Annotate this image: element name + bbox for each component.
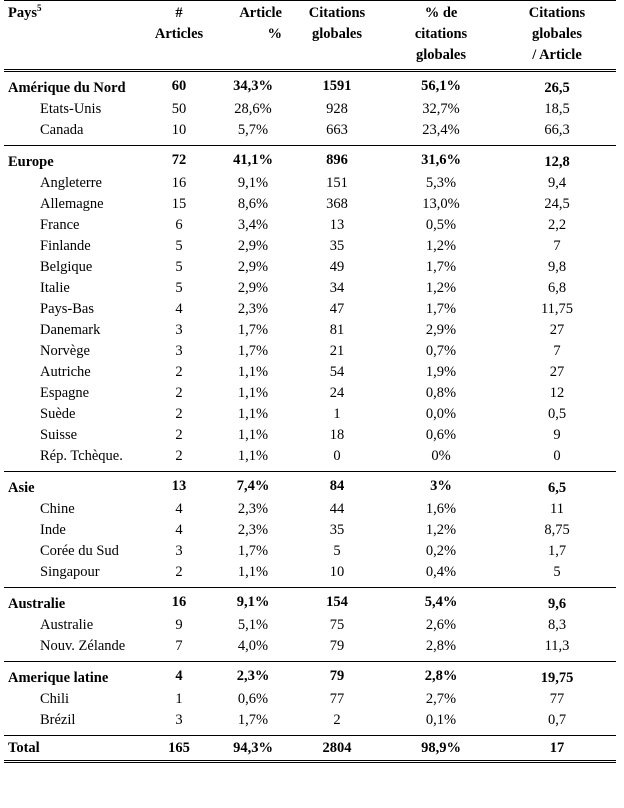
country-articles-cell: 2	[175, 406, 183, 422]
table-row	[4, 425, 616, 446]
region-article-pct-cell: 34,3%	[233, 78, 273, 94]
table-row	[4, 341, 616, 362]
region-per-article-cell: 19,75	[498, 662, 616, 690]
header-country: Pays$^5$	[4, 1, 142, 71]
header-citations-per-article: Citations globales / Article	[498, 1, 616, 71]
country-per-article-cell: 0,5	[547, 406, 567, 422]
country-name: Italie	[40, 280, 70, 296]
country-name: Autriche	[40, 364, 91, 380]
country-citations-cell: 21	[329, 343, 345, 359]
total-articles-cell: 165	[142, 736, 216, 762]
country-articles-cell: 3	[175, 543, 183, 559]
country-citations-pct-cell: 1,7%	[425, 259, 457, 275]
region-per-article-cell: 12,8	[498, 146, 616, 174]
table-row	[4, 520, 616, 541]
region-name: Australie	[4, 588, 142, 616]
country-per-article-cell: 24,5	[544, 196, 570, 212]
region-name: Amérique du Nord	[8, 80, 126, 96]
table-row	[4, 689, 616, 710]
country-citations-cell: 10	[329, 564, 345, 580]
region-row	[4, 588, 616, 616]
country-name: Singapour	[40, 564, 100, 580]
country-per-article-cell: 12	[549, 385, 565, 401]
country-citations-pct-cell: 2,7%	[425, 691, 457, 707]
country-citations-cell: 663	[326, 122, 348, 138]
country-article-pct-cell: 28,6%	[234, 101, 272, 117]
country-name: Finlande	[40, 238, 91, 254]
country-citations-cell: 47	[329, 301, 345, 317]
country-per-article-cell: 11,75	[540, 301, 574, 317]
country-citations-pct-cell: 0%	[431, 448, 451, 464]
region-citations-cell: 896	[290, 146, 384, 174]
table-row	[4, 173, 616, 194]
country-name: Chine	[40, 501, 75, 517]
table-row	[4, 236, 616, 257]
country-name: Corée du Sud	[40, 543, 119, 559]
country-articles-cell: 2	[175, 385, 183, 401]
country-article-pct-cell: 1,7%	[237, 712, 269, 728]
table-row	[4, 320, 616, 341]
country-citations-cell: 81	[329, 322, 345, 338]
country-articles-cell: 2	[175, 364, 183, 380]
country-per-article-cell: 11	[550, 501, 564, 517]
country-citations-pct-cell: 23,4%	[422, 122, 460, 138]
table-row	[4, 446, 616, 472]
country-name: Chili	[40, 691, 70, 707]
country-per-article-cell: 66,3	[544, 122, 570, 138]
country-citations-cell: 928	[326, 101, 348, 117]
country-citations-cell: 75	[329, 617, 345, 633]
country-name: Inde	[40, 522, 66, 538]
country-articles-cell: 7	[175, 638, 183, 654]
country-per-article-cell: 9	[553, 427, 561, 443]
region-citations-pct-cell: 3%	[384, 472, 498, 500]
country-article-pct-cell: 1,7%	[237, 343, 269, 359]
country-article-pct-cell: 1,1%	[237, 564, 269, 580]
country-per-article-cell: 27	[549, 322, 565, 338]
header-citations-pct: % de citations globales	[384, 1, 498, 71]
table-row	[4, 194, 616, 215]
region-per-article-cell: 26,5	[544, 80, 570, 96]
country-citations-pct-cell: 0,2%	[425, 543, 457, 559]
country-per-article-cell: 77	[549, 691, 565, 707]
table-row	[4, 404, 616, 425]
country-citations-cell: 1	[333, 406, 341, 422]
header-articles: # Articles	[142, 1, 216, 71]
country-citations-pct-cell: 0,8%	[425, 385, 457, 401]
country-name: Suède	[40, 406, 76, 422]
country-per-article-cell: 9,4	[547, 175, 567, 191]
country-citations-pct-cell: 2,8%	[425, 638, 457, 654]
country-per-article-cell: 0,7	[547, 712, 567, 728]
country-articles-cell: 2	[175, 427, 183, 443]
country-citations-cell: 13	[329, 217, 345, 233]
table-row	[4, 562, 616, 588]
country-citations-cell: 79	[329, 638, 345, 654]
country-citations-cell: 2	[333, 712, 341, 728]
country-name: Danemark	[40, 322, 101, 338]
region-citations-pct-cell: 5,4%	[384, 588, 498, 616]
country-citations-cell: 49	[329, 259, 345, 275]
total-row	[4, 736, 616, 762]
region-articles-cell: 4	[142, 662, 216, 690]
region-per-article-cell: 9,6	[498, 588, 616, 616]
country-citations-cell: 35	[329, 238, 345, 254]
country-name: Suisse	[40, 427, 78, 443]
country-per-article-cell: 18,5	[544, 101, 570, 117]
country-article-pct-cell: 1,1%	[237, 448, 269, 464]
total-citations-cell: 2804	[290, 736, 384, 762]
country-articles-cell: 15	[171, 196, 187, 212]
country-per-article-cell: 1,7	[547, 543, 567, 559]
region-name: Europe	[4, 146, 142, 174]
country-articles-cell: 2	[175, 448, 183, 464]
country-article-pct-cell: 1,1%	[237, 406, 269, 422]
country-name: France	[40, 217, 80, 233]
table-row	[4, 99, 616, 120]
country-citations-pct-cell: 1,6%	[425, 501, 457, 517]
region-name: Amerique latine	[4, 662, 142, 690]
header-article-pct: Article %	[216, 1, 290, 71]
country-citations-pct-cell: 0,6%	[425, 427, 457, 443]
country-article-pct-cell: 1,7%	[237, 543, 269, 559]
region-row	[4, 472, 616, 500]
country-articles-cell: 5	[175, 259, 183, 275]
country-articles-cell: 9	[175, 617, 183, 633]
country-article-pct-cell: 1,7%	[237, 322, 269, 338]
country-article-pct-cell: 9,1%	[237, 175, 269, 191]
table-row	[4, 636, 616, 662]
country-articles-cell: 4	[175, 522, 183, 538]
country-citations-pct-cell: 5,3%	[425, 175, 457, 191]
table-row	[4, 362, 616, 383]
table-row	[4, 710, 616, 736]
country-citations-cell: 18	[329, 427, 345, 443]
table-row	[4, 383, 616, 404]
country-name: Australie	[40, 617, 94, 633]
country-article-pct-cell: 1,1%	[237, 364, 269, 380]
country-name: Belgique	[40, 259, 93, 275]
region-name: Asie	[4, 472, 142, 500]
region-citations-pct-cell: 2,8%	[384, 662, 498, 690]
country-per-article-cell: 11,3	[544, 638, 570, 654]
region-articles-cell: 13	[142, 472, 216, 500]
country-citations-cell: 34	[329, 280, 345, 296]
region-article-pct-cell: 2,3%	[216, 662, 290, 690]
country-articles-cell: 50	[171, 101, 187, 117]
country-name: Pays-Bas	[40, 301, 94, 317]
country-name: Nouv. Zélande	[40, 638, 126, 654]
country-article-pct-cell: 2,3%	[237, 522, 269, 538]
country-articles-cell: 3	[175, 343, 183, 359]
header-citations: Citations globales	[290, 1, 384, 71]
country-name: Espagne	[40, 385, 90, 401]
country-citations-cell: 24	[329, 385, 345, 401]
country-article-pct-cell: 4,0%	[237, 638, 269, 654]
table-body	[4, 71, 616, 762]
country-article-pct-cell: 2,3%	[237, 301, 269, 317]
country-per-article-cell: 2,2	[547, 217, 567, 233]
footnote-marker: 5	[37, 3, 42, 14]
country-articles-cell: 4	[175, 301, 183, 317]
country-citations-pct-cell: 0,7%	[425, 343, 457, 359]
table-row	[4, 299, 616, 320]
country-articles-cell: 1	[175, 691, 183, 707]
country-citations-pct-cell: 32,7%	[422, 101, 460, 117]
country-article-pct-cell: 1,1%	[237, 385, 269, 401]
total-article-pct-cell: 94,3%	[216, 736, 290, 762]
region-citations-cell: 154	[290, 588, 384, 616]
country-name: Angleterre	[40, 175, 102, 191]
country-per-article-cell: 7	[553, 343, 561, 359]
country-citations-pct-cell: 0,5%	[425, 217, 457, 233]
country-articles-cell: 10	[171, 122, 187, 138]
country-articles-cell: 3	[175, 712, 183, 728]
region-citations-pct-cell: 31,6%	[384, 146, 498, 174]
region-row	[4, 146, 616, 174]
table-row	[4, 541, 616, 562]
citations-by-country-table	[4, 0, 616, 763]
country-per-article-cell: 7	[553, 238, 561, 254]
country-articles-cell: 5	[175, 238, 183, 254]
country-articles-cell: 4	[175, 501, 183, 517]
country-articles-cell: 6	[175, 217, 183, 233]
table-row	[4, 615, 616, 636]
country-article-pct-cell: 2,9%	[237, 280, 269, 296]
country-citations-cell: 0	[333, 448, 341, 464]
country-per-article-cell: 6,8	[547, 280, 567, 296]
region-per-article-cell: 6,5	[498, 472, 616, 500]
country-article-pct-cell: 2,9%	[237, 259, 269, 275]
country-articles-cell: 3	[175, 322, 183, 338]
region-citations-cell: 79	[290, 662, 384, 690]
country-citations-cell: 77	[329, 691, 345, 707]
country-per-article-cell: 27	[549, 364, 565, 380]
table-row	[4, 120, 616, 146]
region-citations-pct-cell: 56,1%	[421, 78, 461, 94]
region-article-pct-cell: 9,1%	[216, 588, 290, 616]
region-row	[4, 71, 616, 100]
country-citations-cell: 54	[329, 364, 345, 380]
table-row	[4, 499, 616, 520]
country-article-pct-cell: 3,4%	[237, 217, 269, 233]
country-citations-cell: 44	[329, 501, 345, 517]
country-citations-cell: 5	[333, 543, 341, 559]
country-citations-cell: 151	[326, 175, 348, 191]
region-row	[4, 662, 616, 690]
table-row	[4, 215, 616, 236]
country-citations-cell: 368	[326, 196, 348, 212]
total-citations-pct-cell: 98,9%	[384, 736, 498, 762]
country-name: Brézil	[40, 712, 76, 728]
country-citations-pct-cell: 1,2%	[425, 238, 457, 254]
region-articles-cell: 72	[142, 146, 216, 174]
country-articles-cell: 5	[175, 280, 183, 296]
country-article-pct-cell: 2,3%	[237, 501, 269, 517]
region-articles-cell: 16	[142, 588, 216, 616]
country-per-article-cell: 5	[553, 564, 561, 580]
total-per-article-cell: 17	[498, 736, 616, 762]
region-citations-cell: 84	[290, 472, 384, 500]
country-per-article-cell: 0	[553, 448, 561, 464]
country-article-pct-cell: 5,7%	[237, 122, 269, 138]
country-article-pct-cell: 1,1%	[237, 427, 269, 443]
table-row	[4, 278, 616, 299]
country-citations-pct-cell: 1,7%	[425, 301, 457, 317]
country-per-article-cell: 9,8	[547, 259, 567, 275]
country-name: Allemagne	[40, 196, 104, 212]
country-citations-pct-cell: 1,2%	[425, 522, 457, 538]
country-citations-pct-cell: 2,9%	[425, 322, 457, 338]
country-citations-pct-cell: 1,2%	[425, 280, 457, 296]
country-per-article-cell: 8,75	[544, 522, 570, 538]
country-citations-pct-cell: 0,4%	[425, 564, 457, 580]
country-article-pct-cell: 2,9%	[237, 238, 269, 254]
region-article-pct-cell: 7,4%	[216, 472, 290, 500]
country-name: Norvège	[40, 343, 90, 359]
country-article-pct-cell: 0,6%	[237, 691, 269, 707]
country-articles-cell: 2	[175, 564, 183, 580]
country-citations-cell: 35	[329, 522, 345, 538]
country-citations-pct-cell: 1,9%	[425, 364, 457, 380]
country-name: Etats-Unis	[40, 101, 102, 117]
country-articles-cell: 16	[171, 175, 187, 191]
region-articles-cell: 60	[171, 78, 187, 94]
country-citations-pct-cell: 2,6%	[425, 617, 457, 633]
total-label: Total	[4, 736, 142, 762]
country-name: Canada	[40, 122, 84, 138]
country-article-pct-cell: 8,6%	[237, 196, 269, 212]
country-citations-pct-cell: 0,1%	[425, 712, 457, 728]
table-row	[4, 257, 616, 278]
country-article-pct-cell: 5,1%	[237, 617, 269, 633]
region-citations-cell: 1591	[322, 78, 352, 94]
header-row	[4, 1, 616, 71]
country-citations-pct-cell: 0,0%	[425, 406, 457, 422]
country-citations-pct-cell: 13,0%	[422, 196, 460, 212]
country-name: Rép. Tchèque.	[40, 448, 123, 464]
region-article-pct-cell: 41,1%	[216, 146, 290, 174]
country-per-article-cell: 8,3	[547, 617, 567, 633]
